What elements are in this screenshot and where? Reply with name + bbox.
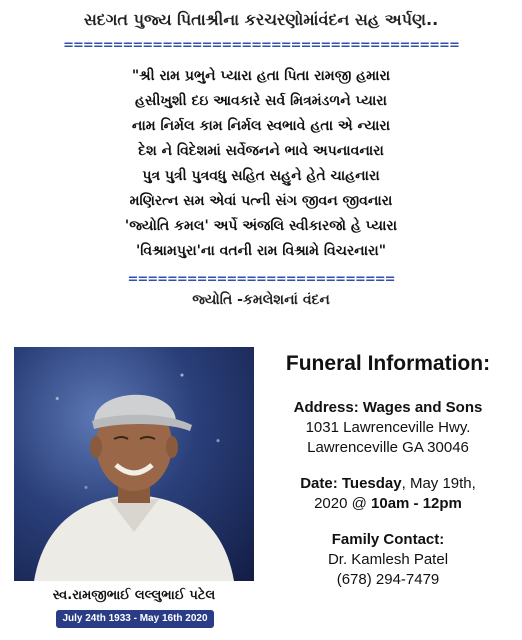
poem-line: હસીખુશી દઇ આવકારે સર્વ મિત્રમંડળને પ્યારા [135,93,387,109]
date-label: Date: Tuesday [300,475,402,492]
memorial-portrait [14,347,254,581]
portrait-illustration [14,347,254,581]
poem-line: મણિરત્ન સમ એવાં પત્ની સંગ જીવન જીવનારા [129,193,393,209]
funeral-info-panel [262,352,514,606]
separator-bottom: =========================== [127,272,395,287]
address-line: Lawrenceville GA 30046 [307,439,469,456]
poem-line: 'વિશ્રામપુરા'ના વતની રામ વિશ્રામે વિચરનારા" [135,243,387,259]
contact-block [262,530,514,590]
contact-name: Dr. Kamlesh Patel [327,551,449,568]
time-line [262,494,514,514]
poem-line: નામ નિર્મલ કામ નિર્મલ સ્વભાવે હતા એ ન્યારા [131,118,391,134]
date-block [262,474,514,514]
time-prefix: 2020 @ [314,495,372,512]
contact-label: Family Contact: [331,531,445,548]
address-label: Address: Wages and Sons [293,399,483,416]
address-block [262,398,514,458]
contact-phone: (678) 294-7479 [336,571,440,588]
address-line: 1031 Lawrenceville Hwy. [305,419,471,436]
separator-top: ======================================== [63,38,459,53]
deceased-name: સ્વ.રામજીભાઈ લલ્લુભાઈ પટેલ [52,588,216,603]
tribute-signature: જ્યોતિ -કમલેશનાં વંદન [192,292,330,308]
poem-line: "શ્રી રામ પ્રભુને પ્યારા હતા પિતા રામજી હમારા [131,68,391,84]
date-line [262,474,514,494]
poem-line: પુત્ર પુત્રી પુત્રવધુ સહિત સહુને હેતે ચાહનારા [142,168,380,184]
poem-line: 'જ્યોતિ કમલ' અર્પે અંજલિ સ્વીકારજો હે પ્યારા [124,218,398,234]
time-value: 10am - 12pm [371,495,462,512]
poem-line: દેશ ને વિદેશમાં સર્વેજનને ભાવે અપનાવનારા [138,143,384,159]
date-value: , May 19th, [401,475,476,492]
life-dates-badge: July 24th 1933 - May 16th 2020 [56,610,214,628]
funeral-info-title: Funeral Information: [285,352,491,375]
tribute-heading: સદગત પુજ્ય પિતાશ્રીના કરચરણોમાંવંદન સહ અર્પણ.. [83,10,439,29]
tribute-poem [0,64,522,264]
